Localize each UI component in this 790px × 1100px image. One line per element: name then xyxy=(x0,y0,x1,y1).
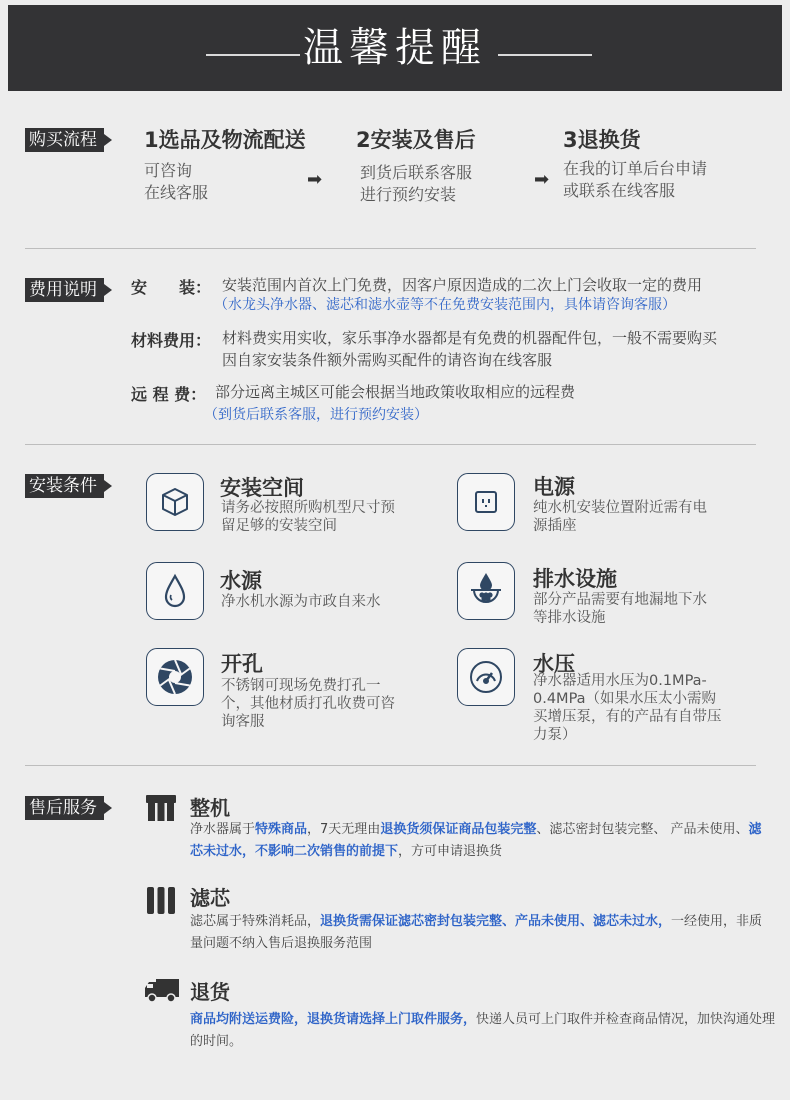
step-1-text: 可咨询 在线客服 xyxy=(144,161,209,202)
aperture-icon xyxy=(146,648,204,706)
condition-text: 净水器适用水压为0.1MPa-0.4MPa（如果水压太小需购买增压泵，有的产品有自带压力泵） xyxy=(533,673,722,743)
filter-icon xyxy=(145,884,177,920)
material-fee-text: 材料费实用实收，家乐事净水器都是有免费的机器配件包，一般不需要购买 因自家安装条件额外需购买配件的请咨询在线客服 xyxy=(222,329,718,369)
section-divider xyxy=(25,444,756,445)
header-banner xyxy=(8,5,782,91)
condition-title: 排水设施 xyxy=(533,567,617,591)
step-1-title: 1选品及物流配送 xyxy=(144,128,306,152)
install-fee-note: （水龙头净水器、滤芯和滤水壶等不在免费安装范围内，具体请咨询客服） xyxy=(214,297,676,313)
condition-title: 水压 xyxy=(533,652,575,676)
condition-text: 部分产品需要有地漏地下水等排水设施 xyxy=(533,592,707,626)
step-3-text: 在我的订单后台申请 或联系在线客服 xyxy=(563,159,708,200)
machine-icon xyxy=(145,793,177,827)
condition-text: 纯水机安装位置附近需有电源插座 xyxy=(533,500,707,534)
arrow-icon: ➡ xyxy=(534,169,550,190)
power-socket-icon xyxy=(457,473,515,531)
pressure-gauge-icon xyxy=(457,648,515,706)
install-fee-text: 安装范围内首次上门免费，因客户原因造成的二次上门会收取一定的费用 xyxy=(222,276,703,294)
service-text: 滤芯属于特殊消耗品，退换货需保证滤芯密封包装完整、产品未使用、滤芯未过水，一经使用，非质量问题不纳入售后退换服务范围 xyxy=(190,914,763,951)
purchase-flow-tag: 购买流程 xyxy=(25,128,104,152)
condition-text: 不锈钢可现场免费打孔一个，其他材质打孔收费可咨询客服 xyxy=(221,678,395,730)
service-title: 整机 xyxy=(190,796,230,820)
section-divider xyxy=(25,765,756,766)
water-drop-icon xyxy=(146,562,204,620)
remote-fee-text: 部分远离主城区可能会根据当地政策收取相应的远程费 xyxy=(215,383,576,401)
condition-text: 净水机水源为市政自来水 xyxy=(221,594,381,610)
conditions-tag: 安装条件 xyxy=(25,474,104,498)
banner-line-right xyxy=(498,54,592,56)
after-sales-tag: 售后服务 xyxy=(25,796,104,820)
remote-fee-note: （到货后联系客服，进行预约安装） xyxy=(204,407,428,423)
fees-tag: 费用说明 xyxy=(25,278,104,302)
drain-icon xyxy=(457,562,515,620)
condition-title: 安装空间 xyxy=(220,476,304,500)
service-text: 净水器属于特殊商品，7天无理由退换货须保证商品包装完整、滤芯密封包装完整、 产品未使用、滤芯未过水，不影响二次销售的前提下，方可申请退换货 xyxy=(190,822,762,859)
step-2-title: 2安装及售后 xyxy=(356,128,476,152)
step-3-title: 3退换货 xyxy=(563,128,641,152)
box-icon xyxy=(146,473,204,531)
condition-title: 电源 xyxy=(533,475,575,499)
material-fee-label: 材料费用： xyxy=(131,331,212,350)
step-2-text: 到货后联系客服 进行预约安装 xyxy=(360,163,473,204)
section-divider xyxy=(25,248,756,249)
condition-text: 请务必按照所购机型尺寸预留足够的安装空间 xyxy=(221,500,395,534)
condition-title: 水源 xyxy=(220,569,262,593)
service-title: 滤芯 xyxy=(190,886,230,910)
arrow-icon: ➡ xyxy=(307,169,323,190)
service-title: 退货 xyxy=(190,980,230,1004)
service-text: 商品均附送运费险，退换货请选择上门取件服务，快递人员可上门取件并检查商品情况，加快沟通处理的时间。 xyxy=(190,1012,776,1049)
remote-fee-label: 远 程 费： xyxy=(131,385,207,404)
truck-icon xyxy=(144,977,180,1007)
condition-title: 开孔 xyxy=(221,652,263,676)
page-title: 温馨提醒 xyxy=(303,25,487,71)
install-fee-label: 安 装： xyxy=(131,278,212,297)
